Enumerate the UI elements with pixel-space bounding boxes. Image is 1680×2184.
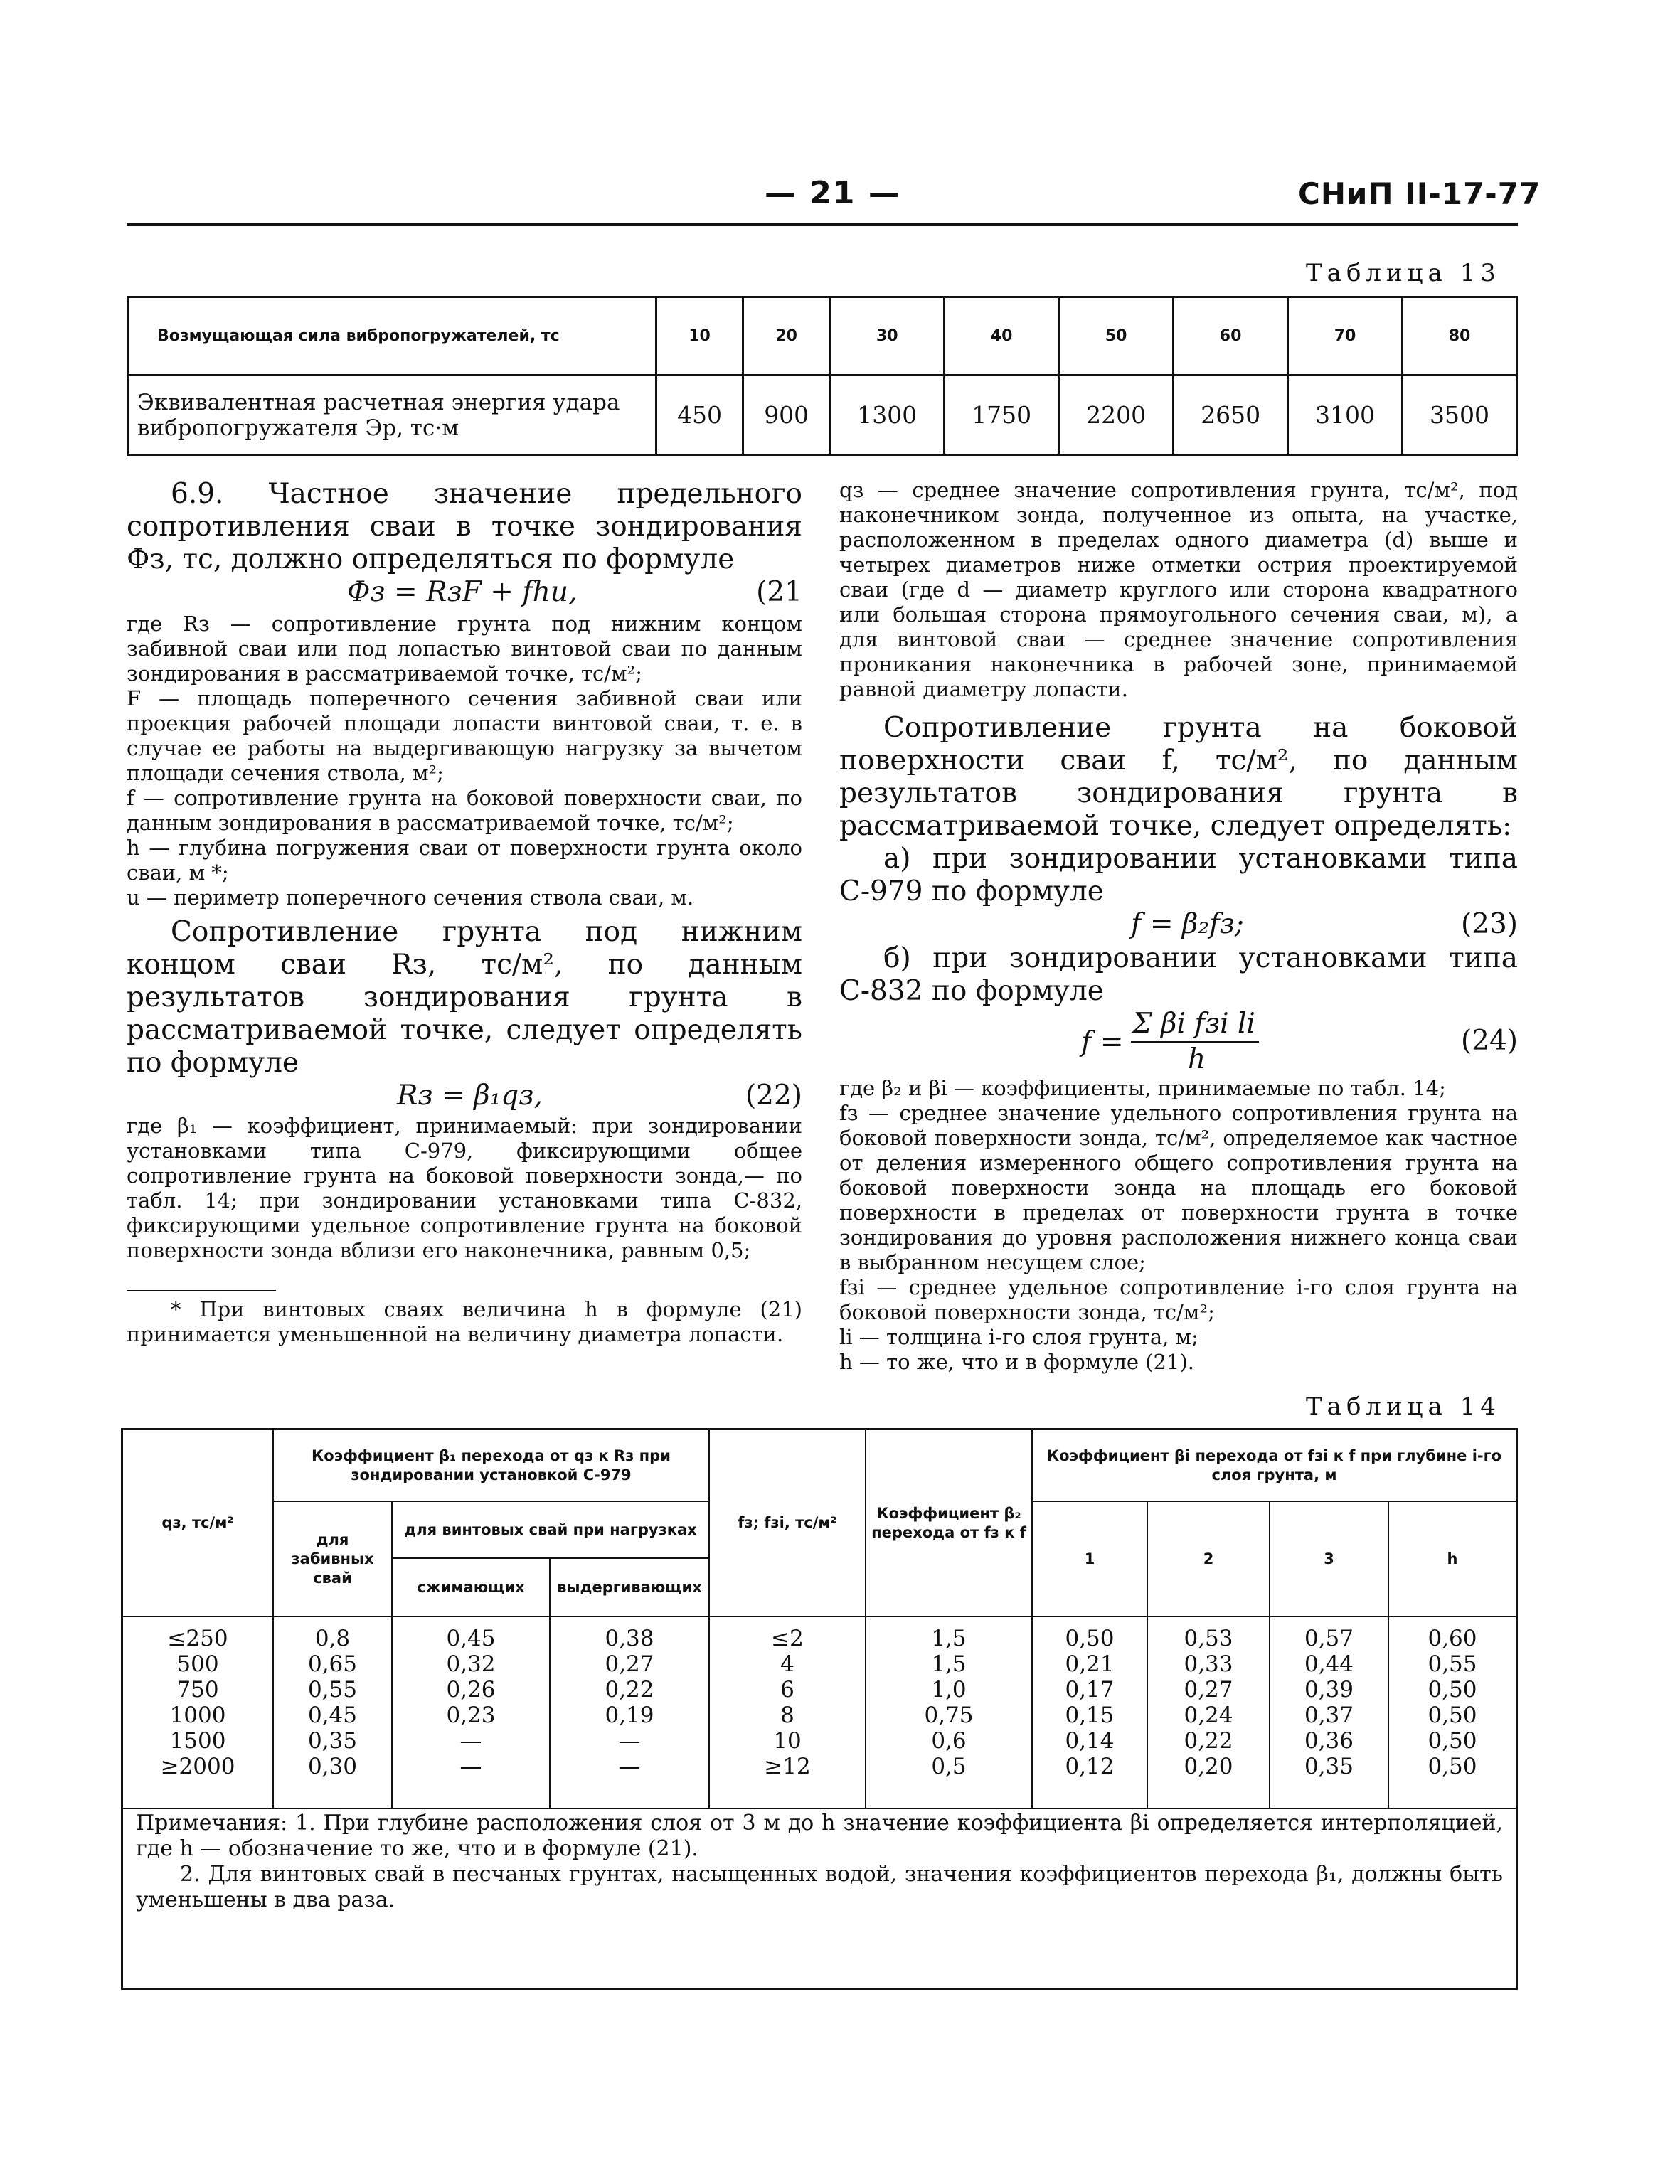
table14-cell: 0,30 [307,1754,358,1779]
table14-cell: 0,33 [1184,1651,1233,1677]
table14-note-2: 2. Для винтовых свай в песчаных грунтах, насыщенных водой, значения коэффициентов перехода β₁, должны быть уменьшены в два раза. [136,1862,1503,1912]
formula-22-number: (22) [745,1080,802,1112]
table14-cell: — [618,1728,641,1754]
table14-cell: — [459,1728,482,1754]
table14-cell: 0,26 [446,1677,496,1703]
table14-cell: 0,21 [1065,1651,1115,1677]
table14-cell: 0,27 [1184,1677,1233,1703]
formula-24-number: (24) [1460,1025,1518,1057]
table14-cell: 0,6 [931,1728,967,1754]
page-number: — 21 — [765,175,901,211]
table14-cell: — [618,1754,641,1779]
table14-header-q: qз, тс/м² [123,1430,273,1616]
right-column [839,478,1518,1375]
table13-row-energy [128,375,1517,455]
table14-cell: 0,45 [446,1626,496,1651]
paragraph-side-resistance: Сопротивление грунта на боковой поверхности сваи f, тс/м², по данным результатов зондирования грунта в рассматриваемой точке, следует определять: [839,712,1518,842]
footnote: * При винтовых сваях величина h в формуле (21) принимается уменьшенной на величину диаметра лопасти. [127,1297,802,1346]
definition-beta2: где β₂ и βi — коэффициенты, принимаемые по табл. 14; [839,1076,1446,1100]
table14-cell: 0,50 [1065,1626,1115,1651]
definition-beta1: где β₁ — коэффициент, принимаемый: при зондировании установками типа С-979, фиксирующими общее сопротивление грунта на боковой поверхности зонда,— по табл. 14; при зондировании установками типа С-832, фиксирующими удельное сопротивление грунта на боковой поверхности зонда вблизи его наконечника, равным 0,5; [127,1114,802,1262]
table14-header-compress: сжимающих [392,1558,550,1616]
table14-cell: 0,55 [1428,1651,1477,1677]
table14-frame [121,1428,1518,1990]
table14-cell: 0,38 [605,1626,654,1651]
table14-col-f3 [709,1616,866,1809]
table14-cell: 0,8 [314,1626,351,1651]
table14-cell: 0,37 [1304,1703,1354,1728]
table14-col-q [123,1616,273,1809]
table13-cell: 40 [945,297,1059,375]
table13-cell: 80 [1403,297,1517,375]
table14-header-depth-2: 2 [1147,1501,1270,1616]
definition-f: f — сопротивление грунта на боковой поверхности сваи, по данным зондирования в рассматриваемой точке, тс/м²; [127,786,802,835]
definition-q: qз — среднее значение сопротивления грунта, тс/м², под наконечником зонда, полученное из опыта, на участке, расположенном в пределах одного диаметра (d) выше и четырех диаметров ниже отметки острия проектируемой сваи (где d — диаметр круглого или сторона квадратного или большая сторона прямоугольного сечения сваи, м), а для винтовой сваи — среднее значение сопротивления проникания наконечника в рабочей зоне, принимаемой равной диаметру лопасти. [839,478,1518,701]
table14-cell: 0,60 [1428,1626,1477,1651]
table13-cell: 450 [656,375,743,455]
table13-cell: 1750 [945,375,1059,455]
table14-data-row [123,1616,1516,1809]
table13-caption: Таблица 13 [1306,259,1501,287]
table14-cell: ≤250 [167,1626,228,1651]
table14-header-depth-1: 1 [1032,1501,1147,1616]
table14-header-screw: для винтовых свай при нагрузках [392,1501,709,1558]
table14-cell: 0,15 [1065,1703,1115,1728]
formula-23-number: (23) [1460,908,1518,940]
table13-cell: 900 [743,375,830,455]
table14-header-f3: fз; fзi, тс/м² [709,1430,866,1616]
table14-cell: 0,23 [446,1703,496,1728]
table13 [127,296,1518,456]
formula-24-fraction-bar [1131,1041,1259,1043]
table14-notes [123,1809,1516,1913]
table13-row2-label: Эквивалентная расчетная энергия удара вибропогружателя Эр, тс·м [128,375,656,455]
formula-24 [839,1008,1518,1076]
table13-cell: 50 [1059,297,1174,375]
definition-F: F — площадь поперечного сечения забивной сваи или проекция рабочей площади лопасти винтовой сваи, т. е. в случае ее работы на выдергивающую нагрузку за вычетом площади сечения ствола, м²; [127,686,802,785]
table14-cell: 0,27 [605,1651,654,1677]
table14-cell: 4 [780,1651,794,1677]
table13-cell: 20 [743,297,830,375]
table13-row-force [128,297,1517,375]
table14-cell: 0,44 [1304,1651,1354,1677]
table14-cell: 10 [773,1728,802,1754]
formula-24-numerator: Σ βi fзi li [1132,1008,1255,1040]
table14-col-driven [273,1616,392,1809]
formula-21 [127,576,802,612]
table14-cell: ≤2 [771,1626,804,1651]
table14-cell: 0,19 [605,1703,654,1728]
table14-header-pullout: выдергивающих [550,1558,709,1616]
formula-22 [127,1080,802,1114]
table14-cell: 0,50 [1428,1728,1477,1754]
table14-header-beta2: Коэффициент β₂ перехода от fз к f [866,1430,1032,1616]
document-code: СНиП II-17-77 [1298,176,1541,211]
paragraph-R3: Сопротивление грунта под нижним концом сваи Rз, тс/м², по данным результатов зондирования грунта в рассматриваемой точке, следует определять по формуле [127,916,802,1079]
table14-cell: 0,5 [931,1754,967,1779]
table14-cell: ≥12 [764,1754,811,1779]
table14-caption: Таблица 14 [1306,1392,1501,1421]
table14-col-depth3 [1270,1616,1388,1809]
table14-cell: 0,35 [307,1728,358,1754]
table14-cell: 0,50 [1428,1677,1477,1703]
table14-cell: 0,22 [1184,1728,1233,1754]
formula-21-number: (21 [756,576,802,608]
table14-cell: 0,65 [307,1651,358,1677]
table14-cell: 0,24 [1184,1703,1233,1728]
table14-cell: 0,75 [924,1703,974,1728]
definition-f3i: fзi — среднее удельное сопротивление i-го слоя грунта на боковой поверхности зонда, тс/м²; [839,1275,1518,1324]
table14-cell: 0,50 [1428,1754,1477,1779]
formula-23 [839,908,1518,942]
table14-cell: 0,12 [1065,1754,1115,1779]
table14-cell: — [459,1754,482,1779]
table14-col-pullout [550,1616,709,1809]
table14-cell: 1,5 [931,1626,967,1651]
table14-cell: 0,36 [1304,1728,1354,1754]
formula-22-expression: Rз = β₁qз, [397,1080,543,1112]
paragraph-b: б) при зондировании установками типа С-832 по формуле [839,942,1518,1007]
table13-cell: 3100 [1288,375,1403,455]
formula-24-denominator: h [1188,1043,1206,1075]
table14-cell: 0,50 [1428,1703,1477,1728]
table14-cell: 1,5 [931,1651,967,1677]
formula-21-expression: Фз = RзF + fhu, [347,576,578,608]
table14-cell: 0,45 [307,1703,358,1728]
table14-header-beta1: Коэффициент β₁ перехода от qз к Rз при зондировании установкой С-979 [273,1430,709,1501]
table13-cell: 10 [656,297,743,375]
table14-cell: 0,32 [446,1651,496,1677]
table14-header-depth-3: 3 [1270,1501,1388,1616]
table14-cell: 500 [176,1651,219,1677]
table14-cell: 1,0 [931,1677,967,1703]
table14-cell: 0,14 [1065,1728,1115,1754]
table14-col-depth2 [1147,1616,1270,1809]
definition-R: где Rз — сопротивление грунта под нижним концом забивной сваи или под лопастью винтовой сваи по данным зондирования в рассматриваемой точке, тс/м²; [127,612,802,686]
table14-cell: 6 [780,1677,794,1703]
table14-cell: 0,20 [1184,1754,1233,1779]
table14-note-1: Примечания: 1. При глубине расположения слоя от 3 м до h значение коэффициента βi определяется интерполяцией, где h — обозначение то же, что и в формуле (21). [136,1811,1503,1861]
table13-cell: 1300 [830,375,945,455]
table14-cell: 0,35 [1304,1754,1354,1779]
definition-f3: fз — среднее значение удельного сопротивления грунта на боковой поверхности зонда, тс/м², определяемое как частное от деления измеренного общего сопротивления грунта на боковой поверхности зонда на площадь его боковой поверхности в пределах от поверхности грунта в точке зондирования до уровня расположения нижнего конца сваи в выбранном несущем слое; [839,1101,1518,1274]
table14-cell: 0,22 [605,1677,654,1703]
table14-col-depthh [1388,1616,1516,1809]
table14-cell: 0,53 [1184,1626,1233,1651]
table13-cell: 30 [830,297,945,375]
table13-cell: 3500 [1403,375,1517,455]
table14-cell: 0,55 [307,1677,358,1703]
table14-cell: ≥2000 [160,1754,235,1779]
left-column [127,478,802,1347]
footnote-rule [127,1290,276,1291]
definition-h2: h — то же, что и в формуле (21). [839,1350,1194,1374]
table14-cell: 1000 [169,1703,226,1728]
definition-h: h — глубина погружения сваи от поверхности грунта около сваи, м *; [127,836,802,885]
table14-cell: 0,39 [1304,1677,1354,1703]
table14-col-beta2 [866,1616,1032,1809]
header-rule [127,223,1518,226]
table13-cell: 2200 [1059,375,1174,455]
table14-cell: 8 [780,1703,794,1728]
table14-cell: 750 [176,1677,219,1703]
table14-header-depth-h: h [1388,1501,1516,1616]
table14-cell: 0,57 [1304,1626,1354,1651]
formula-23-expression: f = β₂fз; [1131,908,1244,940]
table14-col-compress [392,1616,550,1809]
table14-header-betai: Коэффициент βi перехода от fзi к f при глубине i-го слоя грунта, м [1032,1430,1516,1501]
table14-cell: 0,17 [1065,1677,1115,1703]
definition-li: li — толщина i-го слоя грунта, м; [839,1325,1198,1349]
formula-24-lhs: f = [1081,1026,1124,1058]
definition-u: u — периметр поперечного сечения ствола сваи, м. [127,885,694,910]
table13-cell: 60 [1174,297,1288,375]
table14-cell: 1500 [169,1728,226,1754]
paragraph-6-9: 6.9. Частное значение предельного сопротивления сваи в точке зондирования Фз, тс, должно определяться по формуле [127,478,802,575]
table13-cell: 2650 [1174,375,1288,455]
table13-cell: 70 [1288,297,1403,375]
table14-col-depth1 [1032,1616,1147,1809]
table13-row1-label: Возмущающая сила вибропогружателей, тс [128,297,656,375]
table14 [123,1430,1516,1809]
paragraph-a: а) при зондировании установками типа С-979 по формуле [839,843,1518,907]
table14-header-driven: для забивных свай [273,1501,392,1616]
